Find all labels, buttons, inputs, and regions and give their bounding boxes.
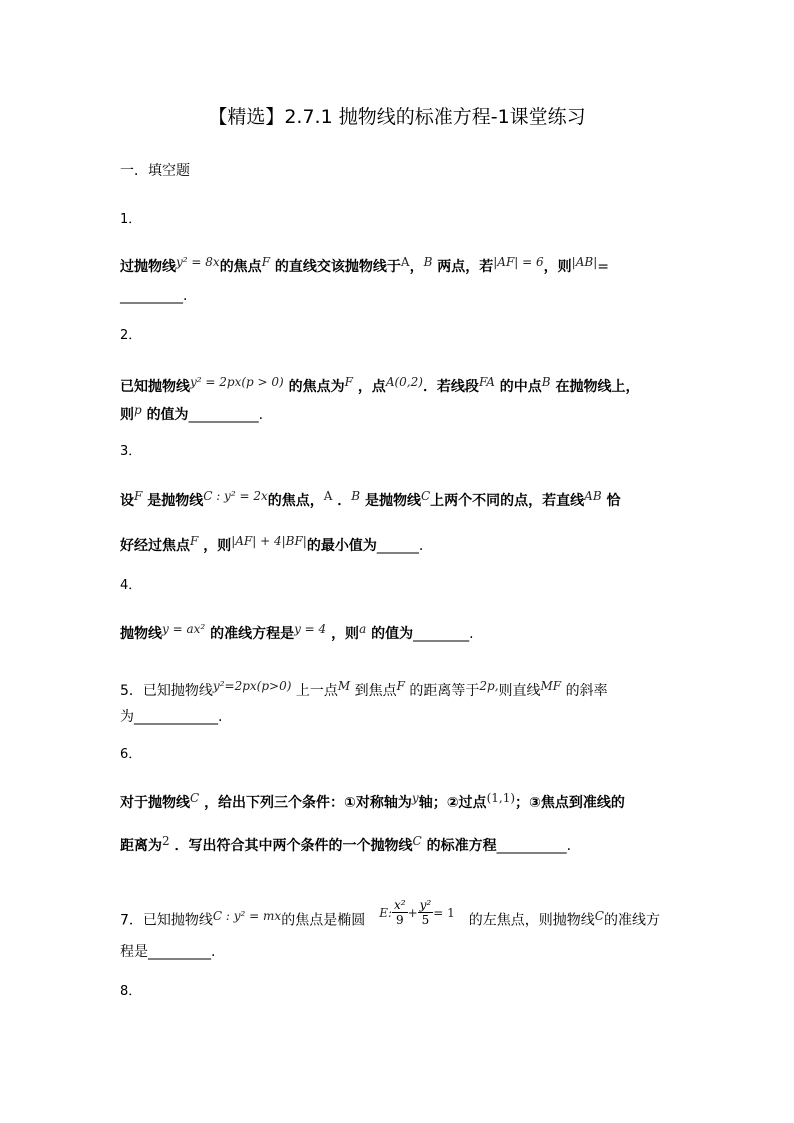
fraction-denominator: 5 bbox=[421, 913, 430, 927]
q4-math: y = ax² bbox=[162, 622, 206, 636]
q2-text: 的中点 bbox=[499, 379, 542, 395]
q1-text: 过抛物线 bbox=[120, 259, 176, 275]
q6-math: C bbox=[190, 791, 200, 805]
q3-text: 好经过焦点 bbox=[120, 538, 190, 554]
q1-math: B bbox=[423, 255, 433, 269]
q7-text: 的焦点是椭圆 bbox=[281, 912, 366, 929]
q2-math: FA bbox=[478, 375, 495, 389]
q5-math: M bbox=[337, 679, 351, 693]
q5-text: 5．已知抛物线 bbox=[120, 683, 213, 699]
question-3-line-2 bbox=[120, 535, 680, 557]
answer-blank[interactable]: __________. bbox=[496, 838, 572, 854]
q6-text: 轴；②过点 bbox=[418, 795, 487, 811]
q4-text: 的准线方程是 bbox=[210, 626, 295, 642]
q6-math: (1,1) bbox=[486, 791, 516, 805]
q2-math: p bbox=[134, 403, 142, 417]
question-5-line-1 bbox=[120, 680, 680, 702]
q1-text: 两点，若 bbox=[437, 259, 494, 275]
q2-math: F bbox=[344, 375, 353, 389]
q4-text: 的值为 bbox=[371, 626, 414, 642]
q1-text: 的焦点 bbox=[219, 259, 262, 275]
question-number: 6． bbox=[120, 747, 142, 762]
q7-math: C bbox=[594, 908, 604, 923]
q3-text: 的最小值为 bbox=[306, 538, 377, 554]
q6-text: ；③焦点到准线的 bbox=[515, 795, 625, 811]
q1-text: ， bbox=[409, 259, 424, 275]
q3-text: ，则 bbox=[203, 538, 232, 554]
q5-text: 上一点 bbox=[295, 683, 338, 699]
q3-math: F bbox=[190, 534, 199, 548]
question-number: 1． bbox=[120, 212, 142, 227]
q1-text: ，则 bbox=[543, 259, 572, 275]
question-1-line-2 bbox=[120, 285, 680, 307]
q5-text: 则直线 bbox=[498, 683, 541, 699]
answer-blank[interactable]: _________. bbox=[120, 288, 188, 304]
q2-text: 已知抛物线 bbox=[120, 379, 190, 395]
q7-math: E: bbox=[379, 905, 393, 920]
q6-text: 距离为 bbox=[120, 838, 162, 854]
q5-math: F bbox=[396, 679, 405, 693]
question-7-line-2 bbox=[120, 941, 680, 963]
answer-blank[interactable]: __________. bbox=[188, 407, 264, 423]
q7-math: C : y² = mx bbox=[212, 908, 282, 923]
question-number: 3． bbox=[120, 444, 142, 459]
question-4-line-1 bbox=[120, 623, 680, 645]
q3-text: 设 bbox=[120, 493, 134, 509]
q3-math: AB bbox=[584, 489, 602, 503]
q1-math: |AB| bbox=[571, 255, 598, 269]
q2-text: 则 bbox=[120, 407, 134, 423]
answer-blank[interactable]: _________. bbox=[148, 944, 216, 960]
q6-math: C bbox=[412, 834, 422, 848]
question-2-line-1 bbox=[120, 376, 680, 398]
q3-text: 恰 bbox=[606, 493, 621, 509]
q3-math: F bbox=[134, 489, 143, 503]
question-number: 8． bbox=[120, 984, 142, 999]
q1-text: = bbox=[597, 259, 609, 275]
q6-text: ．写出符合其中两个条件的一个抛物线 bbox=[174, 838, 413, 854]
q5-text: 的斜率 bbox=[565, 683, 608, 699]
question-7-line-1 bbox=[120, 898, 680, 935]
fraction-denominator: 9 bbox=[395, 913, 404, 927]
question-2-line-2 bbox=[120, 404, 680, 426]
q5-text: 的距离等于 bbox=[409, 683, 480, 699]
q1-math: |AF| = 6 bbox=[493, 255, 544, 269]
q5-text: 到焦点 bbox=[354, 683, 397, 699]
q2-text: ．若线段 bbox=[422, 379, 479, 395]
q7-text: 的准线方 bbox=[603, 912, 660, 929]
q6-text: 的标准方程 bbox=[426, 838, 497, 854]
q7-text: 的左焦点，则抛物线 bbox=[468, 912, 595, 929]
q3-text: 是抛物线 bbox=[364, 493, 421, 509]
section-heading: 一．填空题 bbox=[120, 163, 190, 179]
q1-text: 的直线交该抛物线于 bbox=[274, 259, 401, 275]
q1-math: y² = 8x bbox=[176, 255, 220, 269]
q3-math: C : y² = 2x bbox=[203, 489, 268, 503]
q2-math: B bbox=[541, 375, 551, 389]
q6-math: 2 bbox=[162, 834, 170, 848]
question-number: 2． bbox=[120, 328, 142, 343]
q2-text: 的值为 bbox=[146, 407, 189, 423]
q1-math: F bbox=[261, 255, 271, 269]
q3-text: 是抛物线 bbox=[147, 493, 204, 509]
answer-blank[interactable]: ________. bbox=[413, 626, 474, 642]
q2-text: 的焦点为 bbox=[288, 379, 345, 395]
q4-text: ，则 bbox=[331, 626, 360, 642]
answer-blank[interactable]: ____________. bbox=[134, 709, 223, 725]
fraction-x bbox=[392, 898, 408, 927]
q3-math: |AF| + 4|BF| bbox=[231, 534, 307, 548]
q5-math: 2p, bbox=[479, 679, 499, 693]
q1-math: A bbox=[400, 255, 410, 269]
q4-text: 抛物线 bbox=[120, 626, 162, 642]
q5-text: 为 bbox=[120, 709, 134, 725]
question-6-line-2 bbox=[120, 835, 680, 857]
q7-text: 7．已知抛物线 bbox=[120, 912, 213, 929]
q3-math: C bbox=[420, 489, 431, 503]
answer-blank[interactable]: ______. bbox=[376, 538, 424, 554]
q3-text: ． bbox=[337, 493, 352, 509]
q4-math: y = 4 bbox=[294, 622, 327, 636]
q7-text: 程是 bbox=[120, 944, 148, 960]
q2-text: ，点 bbox=[357, 379, 386, 395]
q5-math: y²=2px(p>0) bbox=[212, 679, 292, 693]
q4-math: a bbox=[359, 622, 367, 636]
question-5-line-2 bbox=[120, 706, 680, 728]
q3-math: A bbox=[323, 489, 333, 503]
fraction-y bbox=[418, 898, 434, 927]
q3-text: 上两个不同的点，若直线 bbox=[430, 493, 585, 509]
q3-math: B bbox=[351, 489, 361, 503]
q3-text: 的焦点， bbox=[267, 493, 324, 509]
fraction-numerator: y² bbox=[419, 898, 432, 912]
page-title: 【精选】2.7.1 抛物线的标准方程-1课堂练习 bbox=[208, 106, 586, 128]
q6-math: y bbox=[411, 791, 419, 805]
q2-math: y² = 2px(p > 0) bbox=[190, 375, 284, 389]
fraction-numerator: x² bbox=[394, 898, 406, 912]
question-6-line-1 bbox=[120, 792, 680, 814]
question-1-line-1 bbox=[120, 256, 680, 278]
q2-math: A(0,2) bbox=[385, 375, 423, 389]
q7-math: + bbox=[407, 905, 418, 920]
question-3-line-1 bbox=[120, 490, 680, 512]
q2-text: 在抛物线上， bbox=[555, 379, 640, 395]
q6-text: 对于抛物线 bbox=[120, 795, 190, 811]
q5-math: MF bbox=[540, 679, 562, 693]
question-number: 4． bbox=[120, 578, 142, 593]
q7-math: = 1 bbox=[433, 905, 455, 920]
q6-text: ，给出下列三个条件：①对称轴为 bbox=[204, 795, 412, 811]
